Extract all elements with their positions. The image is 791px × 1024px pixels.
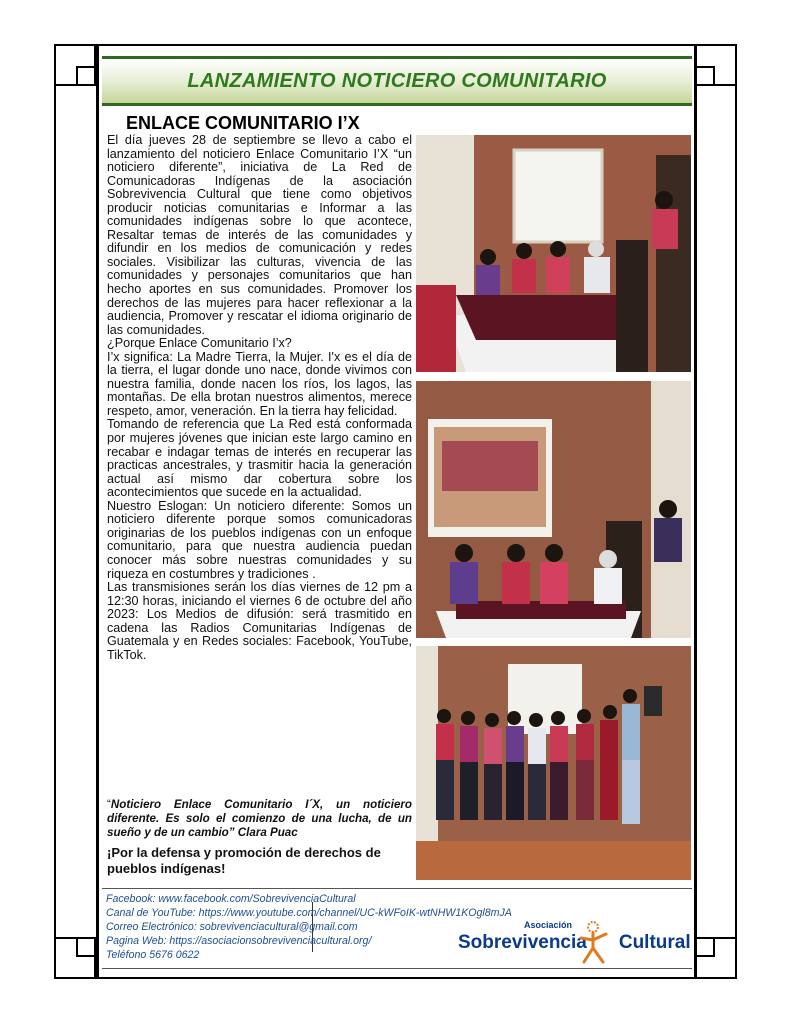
photo-projection xyxy=(416,381,691,638)
quote-open-mark: “ xyxy=(107,798,111,811)
footer-divider-bottom xyxy=(102,968,692,969)
photo-launch-table xyxy=(416,135,691,372)
facebook-link[interactable]: Facebook: www.facebook.com/SobrevivenciaCultural xyxy=(106,893,356,905)
article-paragraph: El día jueves 28 de septiembre se llevo a cabo el lanzamiento del noticiero Enlace Comunitario I’X “un noticiero diferente”, iniciativa de La Red de Comunicadoras Indígenas de la asociación Sobrevivencia Cultural que tiene como objetivos producir noticias comunitarias e Informar a las comunidades indígenas sobre lo que acontece, Resaltar temas de interés de las comunidades y difundir en los medios de comunicación y redes sociales. Visibilizar las culturas, vivencia de las comunidades y personajes comunitarios que han hecho aportes en sus comunidades. Promover los derechos de las mujeres para hacer reflexionar a la audiencia, Promover y rescatar el idioma originario de las comunidades. xyxy=(107,133,412,337)
article-heading: ENLACE COMUNITARIO I’X xyxy=(126,113,360,133)
article-paragraph: Tomando de referencia que La Red está conformada por mujeres jóvenes que inician este largo camino en recabar e indagar temas de interés en recuperar las practicas ancestrales, y trasmitir hacia la generación actual así mismo dar cobertura sobre los acontecimientos que sucede en la actualidad. xyxy=(107,417,412,500)
title-banner xyxy=(102,56,692,106)
email-link[interactable]: Correo Electrónico: sobrevivenciacultural@gmail.com xyxy=(106,921,358,934)
frame-corner-top-right xyxy=(695,44,737,86)
frame-outer-left xyxy=(54,44,56,979)
article-body xyxy=(107,134,412,662)
figure-icon xyxy=(576,920,610,964)
frame-line-right xyxy=(694,44,697,979)
article-paragraph: ¿Porque Enlace Comunitario I’x? xyxy=(107,336,292,351)
motto: ¡Por la defensa y promoción de derechos de pueblos indígenas! xyxy=(107,845,381,876)
photo-group xyxy=(416,646,691,880)
frame-line-left xyxy=(96,44,99,979)
page-title: LANZAMIENTO NOTICIERO COMUNITARIO xyxy=(187,69,607,92)
footer-divider-top xyxy=(102,888,692,889)
frame-corner-top-left xyxy=(54,44,96,86)
logo-name xyxy=(458,932,691,954)
website-link[interactable]: Pagina Web: https://asociacionsobrevivenciacultural.org/ xyxy=(106,935,372,948)
closing-quote xyxy=(107,798,412,840)
frame-corner-bottom-right xyxy=(695,937,737,979)
frame-line-top xyxy=(54,44,737,46)
phone-number: Teléfono 5676 0622 xyxy=(106,949,200,962)
logo-small-text: Asociación xyxy=(524,920,573,930)
article-paragraph: Las transmisiones serán los días viernes de 12 pm a 12:30 horas, iniciando el viernes 6 de octubre del año 2023: Los Medios de difusión: será trasmitido en cadena las Radios Comunitarias Indígenas de Guatemala y en Redes sociales: Facebook, YouTube, TikTok. xyxy=(107,580,412,662)
frame-corner-bottom-left xyxy=(54,937,96,979)
youtube-link[interactable]: Canal de YouTube: https://www.youtube.com/channel/UC-kWFoIK-wtNHW1KOgl8mJA xyxy=(106,907,512,920)
contact-info xyxy=(106,892,512,962)
article-paragraph: Nuestro Eslogan: Un noticiero diferente: Somos un noticiero diferente porque somos comunicadoras originarias de los pueblos indígenas con un enfoque comunitario, para que nuestra audiencia puedan conocer más sobre nuestras comunidades y su riqueza en costumbres y tradiciones . xyxy=(107,498,412,581)
logo-name-part-1: Sobrevivencia xyxy=(458,932,587,953)
organization-logo xyxy=(458,920,690,968)
frame-outer-right xyxy=(735,44,737,979)
logo-name-part-2: Cultural xyxy=(618,932,691,953)
article-paragraph: I’x significa: La Madre Tierra, la Mujer. I'x es el día de la tierra, el lugar donde uno nace, donde vivimos con nuestra familia, donde nacen los ríos, los lagos, las montañas. De ella brotan nuestros alimentos, merece respeto, amor, veneración. En la tierra hay felicidad. xyxy=(107,349,412,418)
quote-text: Noticiero Enlace Comunitario I´X, un noticiero diferente. Es solo el comienzo de una lucha, de un sueño y de un cambio” Clara Puac xyxy=(107,798,412,839)
frame-line-bottom xyxy=(54,977,737,979)
